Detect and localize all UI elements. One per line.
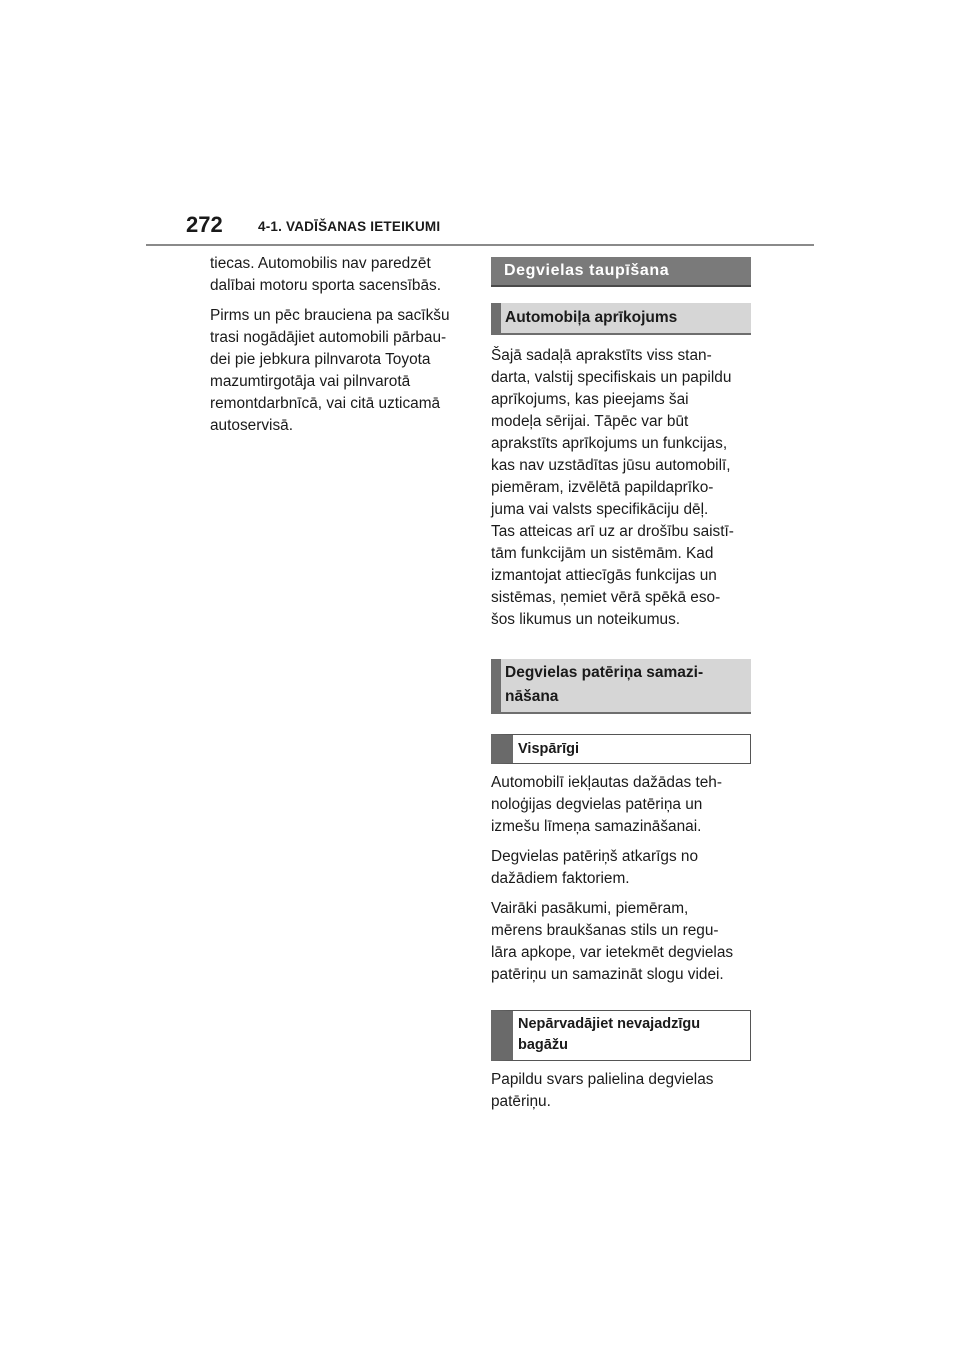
subheading-equipment: Automobiļa aprīkojums [491,303,751,335]
subheading-fuel-reduction: Degvielas patēriņa samazi- nāšana [491,659,751,714]
paragraph-inspection: Pirms un pēc brauciena pa sacīkšu trasi nogādājiet automobili pārbau- dei pie jebkura pilnvarota Toyota mazumtirgotāja vai pilnvarotā remontdarbnīcā, vai citā uzticamā autoservisā. [210,307,450,434]
paragraph-motorsport: tiecas. Automobilis nav paredzēt dalībai motoru sporta sacensībās. [210,255,441,294]
paragraph-luggage: Papildu svars palielina degvielas patēriņu. [491,1071,714,1110]
page-header [146,206,814,246]
box-heading-general: Vispārīgi [491,734,751,764]
main-heading: Degvielas taupīšana [491,257,751,287]
section-title: 4-1. VADĪŠANAS IETEIKUMI [258,219,441,234]
page-number: 272 [186,212,223,237]
paragraph-equipment: Šajā sadaļā aprakstīts viss stan- darta, valstij specifiskais un papildu aprīkojums, kas pieejams šai modeļa sērijai. Tāpēc var būt aprakstīts aprīkojums un funkcijas, kas nav uzstādītas jūsu automobilī, piemēram, izvēlētā papildaprīko- juma vai valsts specifikāciju dēļ. Tas atteicas arī uz ar drošību saistī- tām funkcijām un sistēmām. Kad izmantojat attiecīgās funkcijas un sistēmas, ņemiet vērā spēkā eso- šos likumus un noteikumus. [491,347,734,628]
box-heading-luggage: Nepārvadājiet nevajadzīgu bagāžu [491,1010,751,1061]
header-divider [146,244,814,246]
right-column [491,257,751,1121]
left-column [210,253,468,445]
paragraph-measures: Vairāki pasākumi, piemēram, mērens braukšanas stils un regu- lāra apkope, var ietekmēt degvielas patēriņu un samazināt slogu videi. [491,900,734,983]
paragraph-technologies: Automobilī iekļautas dažādas teh- noloģijas degvielas patēriņa un izmešu līmeņa samazināšanai. [491,774,722,835]
paragraph-factors: Degvielas patēriņš atkarīgs no dažādiem faktoriem. [491,848,699,887]
